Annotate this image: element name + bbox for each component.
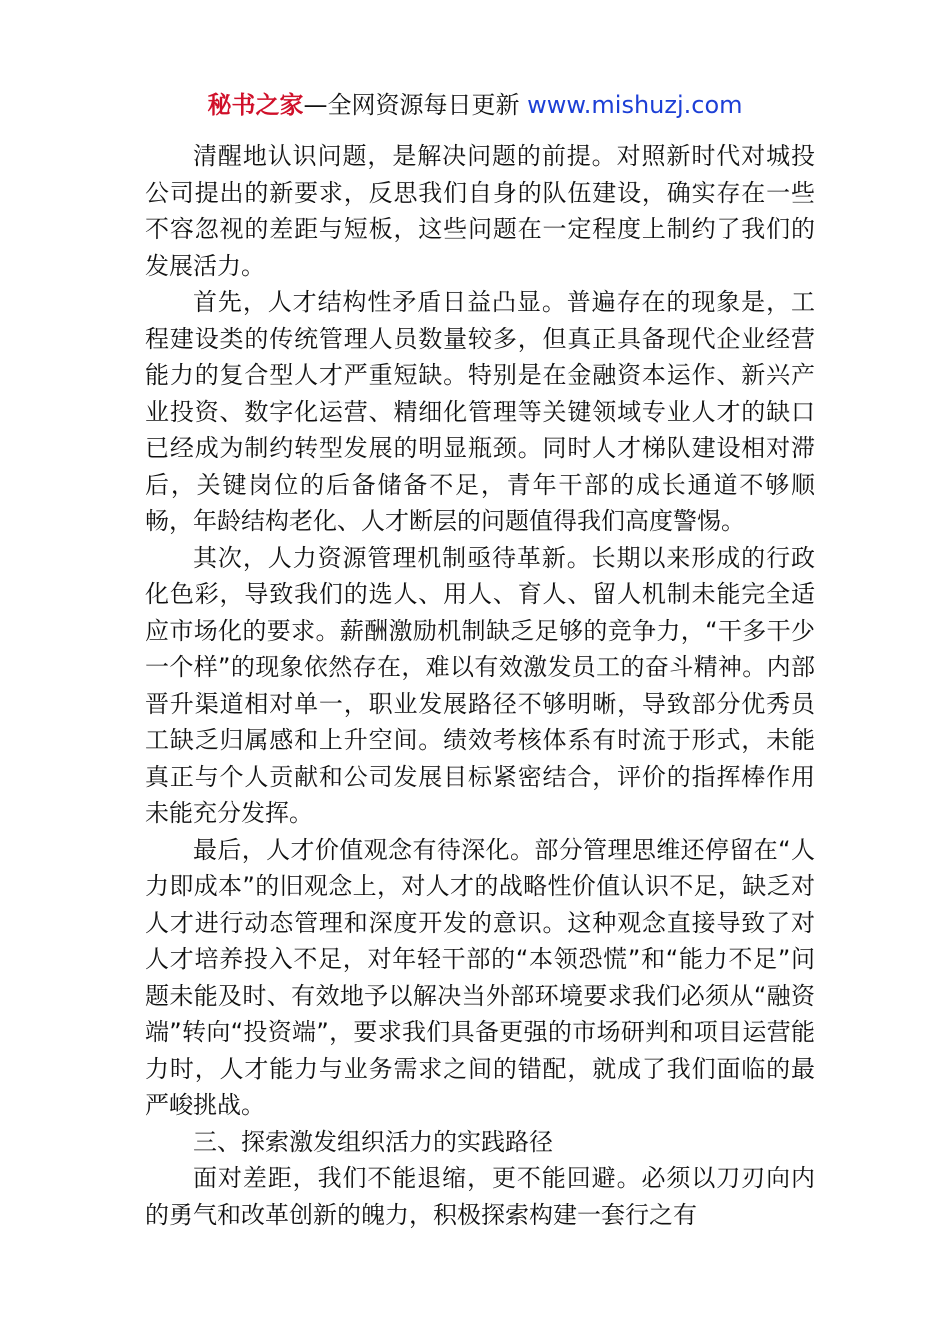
site-header xyxy=(0,88,950,122)
paragraph-second: 其次，人力资源管理机制亟待革新。长期以来形成的行政化色彩，导致我们的选人、用人、育人、留人机制未能完全适应市场化的要求。薪酬激励机制缺乏足够的竞争力，“干多干少一个样”的现象依然存在，难以有效激发员工的奋斗精神。内部晋升渠道相对单一，职业发展路径不够明晰，导致部分优秀员工缺乏归属感和上升空间。绩效考核体系有时流于形式，未能真正与个人贡献和公司发展目标紧密结合，评价的指挥棒作用未能充分发挥。 xyxy=(145,543,815,827)
site-brand: 秘书之家 xyxy=(207,91,304,119)
paragraph-intro: 清醒地认识问题，是解决问题的前提。对照新时代对城投公司提出的新要求，反思我们自身的队伍建设，确实存在一些不容忽视的差距与短板，这些问题在一定程度上制约了我们的发展活力。 xyxy=(145,142,815,280)
document-body xyxy=(145,138,815,1233)
paragraph-section-three: 面对差距，我们不能退缩，更不能回避。必须以刀刃向内的勇气和改革创新的魄力，积极探索构建一套行之有 xyxy=(145,1164,815,1229)
site-url-link[interactable]: www.mishuzj.com xyxy=(527,91,743,119)
paragraph-first: 首先，人才结构性矛盾日益凸显。普遍存在的现象是，工程建设类的传统管理人员数量较多，但真正具备现代企业经营能力的复合型人才严重短缺。特别是在金融资本运作、新兴产业投资、数字化运营、精细化管理等关键领域专业人才的缺口已经成为制约转型发展的明显瓶颈。同时人才梯队建设相对滞后，关键岗位的后备储备不足，青年干部的成长通道不够顺畅，年龄结构老化、人才断层的问题值得我们高度警惕。 xyxy=(145,288,815,535)
paragraph-last: 最后，人才价值观念有待深化。部分管理思维还停留在“人力即成本”的旧观念上，对人才的战略性价值认识不足，缺乏对人才进行动态管理和深度开发的意识。这种观念直接导致了对人才培养投入不足，对年轻干部的“本领恐慌”和“能力不足”问题未能及时、有效地予以解决当外部环境要求我们必须从“融资端”转向“投资端”，要求我们具备更强的市场研判和项目运营能力时，人才能力与业务需求之间的错配，就成了我们面临的最严峻挑战。 xyxy=(145,835,815,1119)
section-heading: 三、探索激发组织活力的实践路径 xyxy=(193,1127,553,1156)
site-tagline: —全网资源每日更新 xyxy=(303,91,528,119)
